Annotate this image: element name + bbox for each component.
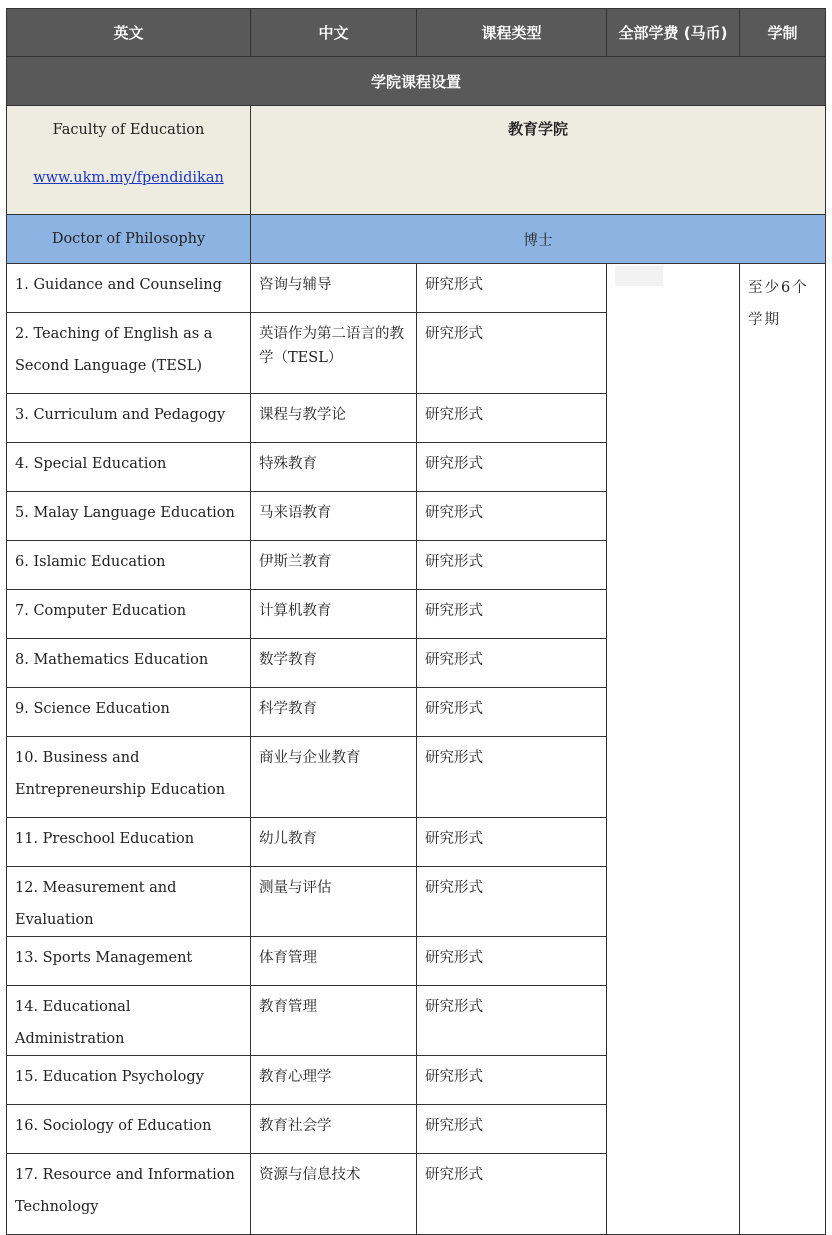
table-header-row: [7, 9, 826, 57]
program-name-cn: 计算机教育: [251, 590, 417, 639]
faculty-name-cn: 教育学院: [251, 106, 826, 215]
fee-placeholder: [615, 266, 663, 286]
program-type: 研究形式: [417, 394, 607, 443]
program-name-cn: 教育社会学: [251, 1105, 417, 1154]
program-type: 研究形式: [417, 867, 607, 937]
program-name-en: 9. Science Education: [7, 688, 251, 737]
program-name-en: 13. Sports Management: [7, 937, 251, 986]
program-name-cn: 特殊教育: [251, 443, 417, 492]
program-name-cn: 伊斯兰教育: [251, 541, 417, 590]
program-type: 研究形式: [417, 541, 607, 590]
program-name-cn: 测量与评估: [251, 867, 417, 937]
programs-table: [6, 8, 826, 1235]
program-name-en: 8. Mathematics Education: [7, 639, 251, 688]
program-type: 研究形式: [417, 1154, 607, 1235]
program-name-en: 7. Computer Education: [7, 590, 251, 639]
program-name-en: 3. Curriculum and Pedagogy: [7, 394, 251, 443]
faculty-cell: [7, 106, 251, 215]
program-name-en: 12. Measurement and Evaluation: [7, 867, 251, 937]
program-type: 研究形式: [417, 313, 607, 394]
program-name-cn: 资源与信息技术: [251, 1154, 417, 1235]
program-name-cn: 马来语教育: [251, 492, 417, 541]
program-type: 研究形式: [417, 443, 607, 492]
program-name-cn: 教育心理学: [251, 1056, 417, 1105]
program-type: 研究形式: [417, 590, 607, 639]
program-name-cn: 商业与企业教育: [251, 737, 417, 818]
program-name-en: 16. Sociology of Education: [7, 1105, 251, 1154]
table-row: [7, 264, 826, 313]
program-name-en: 5. Malay Language Education: [7, 492, 251, 541]
program-name-en: 1. Guidance and Counseling: [7, 264, 251, 313]
program-type: 研究形式: [417, 818, 607, 867]
program-name-en: 17. Resource and Information Technology: [7, 1154, 251, 1235]
program-name-cn: 教育管理: [251, 986, 417, 1056]
program-name-en: 4. Special Education: [7, 443, 251, 492]
program-name-cn: 科学教育: [251, 688, 417, 737]
program-name-en: 2. Teaching of English as a Second Language (TESL): [7, 313, 251, 394]
degree-name-cn: 博士: [251, 215, 826, 264]
program-type: 研究形式: [417, 688, 607, 737]
program-type: 研究形式: [417, 1105, 607, 1154]
faculty-website-link[interactable]: www.ukm.my/fpendidikan: [33, 170, 224, 186]
program-name-en: 14. Educational Administration: [7, 986, 251, 1056]
program-type: 研究形式: [417, 1056, 607, 1105]
program-type: 研究形式: [417, 264, 607, 313]
program-type: 研究形式: [417, 639, 607, 688]
faculty-name-en: Faculty of Education: [52, 122, 205, 138]
program-type: 研究形式: [417, 492, 607, 541]
total-fee-cell: [607, 264, 740, 1235]
degree-name-en: Doctor of Philosophy: [7, 215, 251, 264]
program-name-cn: 英语作为第二语言的教学（TESL）: [251, 313, 417, 394]
program-name-cn: 数学教育: [251, 639, 417, 688]
program-name-cn: 咨询与辅导: [251, 264, 417, 313]
program-type: 研究形式: [417, 937, 607, 986]
program-name-en: 11. Preschool Education: [7, 818, 251, 867]
header-english: 英文: [7, 9, 251, 57]
header-duration: 学制: [740, 9, 826, 57]
program-type: 研究形式: [417, 986, 607, 1056]
program-name-en: 6. Islamic Education: [7, 541, 251, 590]
program-name-cn: 课程与教学论: [251, 394, 417, 443]
degree-row: [7, 215, 826, 264]
header-course-type: 课程类型: [417, 9, 607, 57]
header-chinese: 中文: [251, 9, 417, 57]
program-name-en: 10. Business and Entrepreneurship Education: [7, 737, 251, 818]
faculty-row: [7, 106, 826, 215]
program-name-cn: 幼儿教育: [251, 818, 417, 867]
program-type: 研究形式: [417, 737, 607, 818]
section-row: [7, 57, 826, 106]
program-name-cn: 体育管理: [251, 937, 417, 986]
section-title: 学院课程设置: [7, 57, 826, 106]
program-name-en: 15. Education Psychology: [7, 1056, 251, 1105]
header-total-fee: 全部学费 (马币): [607, 9, 740, 57]
duration-cell: 至少6个学期: [740, 264, 826, 1235]
